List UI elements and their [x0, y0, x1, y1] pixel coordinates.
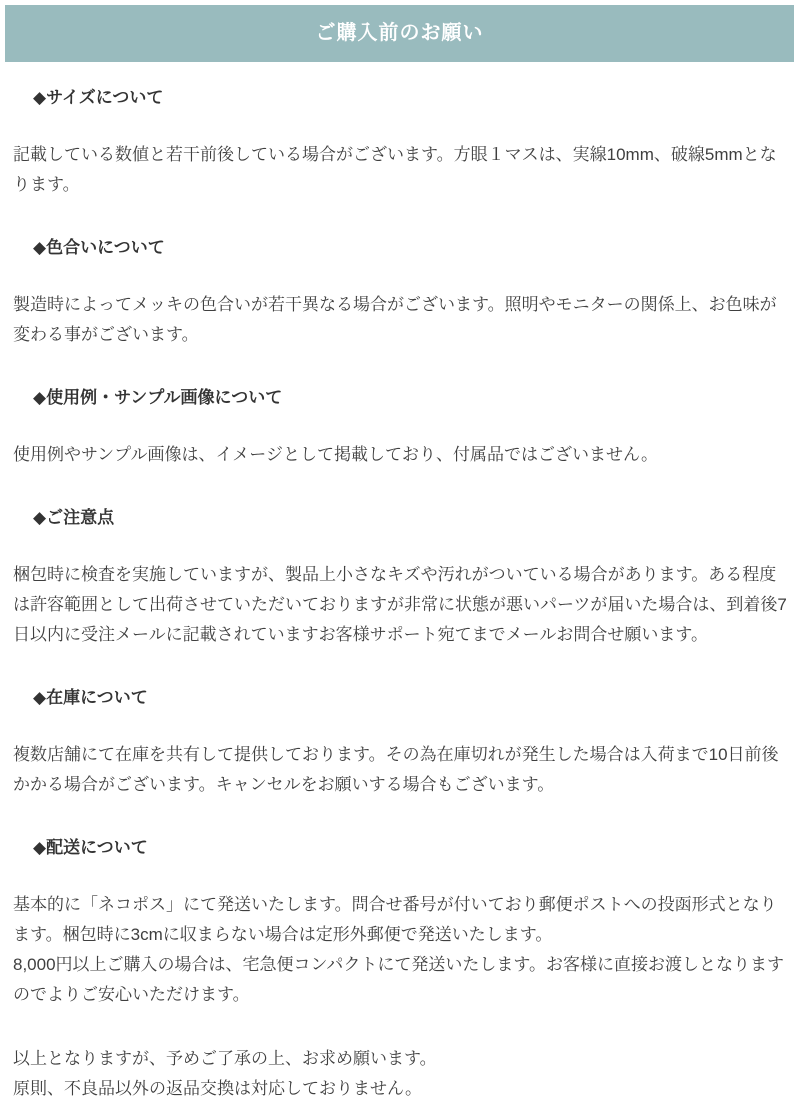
- section-stock-heading: ◆在庫について: [33, 688, 148, 707]
- section-size-heading: ◆サイズについて: [33, 88, 164, 107]
- section-size: [0, 86, 800, 200]
- section-cautions-heading: ◆ご注意点: [33, 508, 115, 527]
- section-shipping-heading: ◆配送について: [33, 838, 148, 857]
- section-shipping-paragraph-2: 8,000円以上ご購入の場合は、宅急便コンパクトにて発送いたします。お客様に直接お渡しとなりますのでよりご安心いただけます。: [13, 955, 784, 1004]
- section-shipping-paragraph-1: 基本的に「ネコポス」にて発送いたします。問合せ番号が付いており郵便ポストへの投函形式となります。梱包時に3cmに収まらない場合は定形外郵便で発送いたします。: [13, 895, 777, 944]
- section-stock-body: [13, 740, 787, 800]
- section-cautions-body: [13, 560, 787, 650]
- section-cautions: [0, 506, 800, 650]
- section-shipping: [0, 836, 800, 1010]
- section-sample-images-heading: ◆使用例・サンプル画像について: [33, 388, 283, 407]
- closing-note: [13, 1044, 787, 1104]
- section-sample-images: [0, 386, 800, 470]
- section-color: [0, 236, 800, 350]
- section-stock-paragraph: 複数店舗にて在庫を共有して提供しております。その為在庫切れが発生した場合は入荷まで10日前後かかる場合がございます。キャンセルをお願いする場合もございます。: [13, 745, 779, 794]
- purchase-notice-page: [0, 5, 800, 1112]
- page-title: ご購入前のお願い: [315, 22, 484, 44]
- section-cautions-paragraph: 梱包時に検査を実施していますが、製品上小さなキズや汚れがついている場合があります。ある程度は許容範囲として出荷させていただいておりますが非常に状態が悪いパーツが届いた場合は、到着後7日以内に受注メールに記載されていますお客様サポート宛てまでメールお問合せ願います。: [13, 565, 787, 644]
- title-banner: [5, 5, 794, 62]
- section-shipping-body: [13, 890, 787, 1010]
- section-size-paragraph: 記載している数値と若干前後している場合がございます。方眼１マスは、実線10mm、破線5mmとなります。: [13, 145, 777, 194]
- section-color-paragraph: 製造時によってメッキの色合いが若干異なる場合がございます。照明やモニターの関係上、お色味が変わる事がございます。: [13, 295, 777, 344]
- section-color-heading: ◆色合いについて: [33, 238, 165, 257]
- section-stock: [0, 686, 800, 800]
- section-size-body: [13, 140, 787, 200]
- closing-line-2: 原則、不良品以外の返品交換は対応しておりません。: [13, 1079, 423, 1098]
- section-color-body: [13, 290, 787, 350]
- section-sample-images-body: [13, 440, 787, 470]
- section-sample-images-paragraph: 使用例やサンプル画像は、イメージとして掲載しており、付属品ではございません。: [13, 445, 658, 464]
- closing-line-1: 以上となりますが、予めご了承の上、お求め願います。: [13, 1049, 437, 1068]
